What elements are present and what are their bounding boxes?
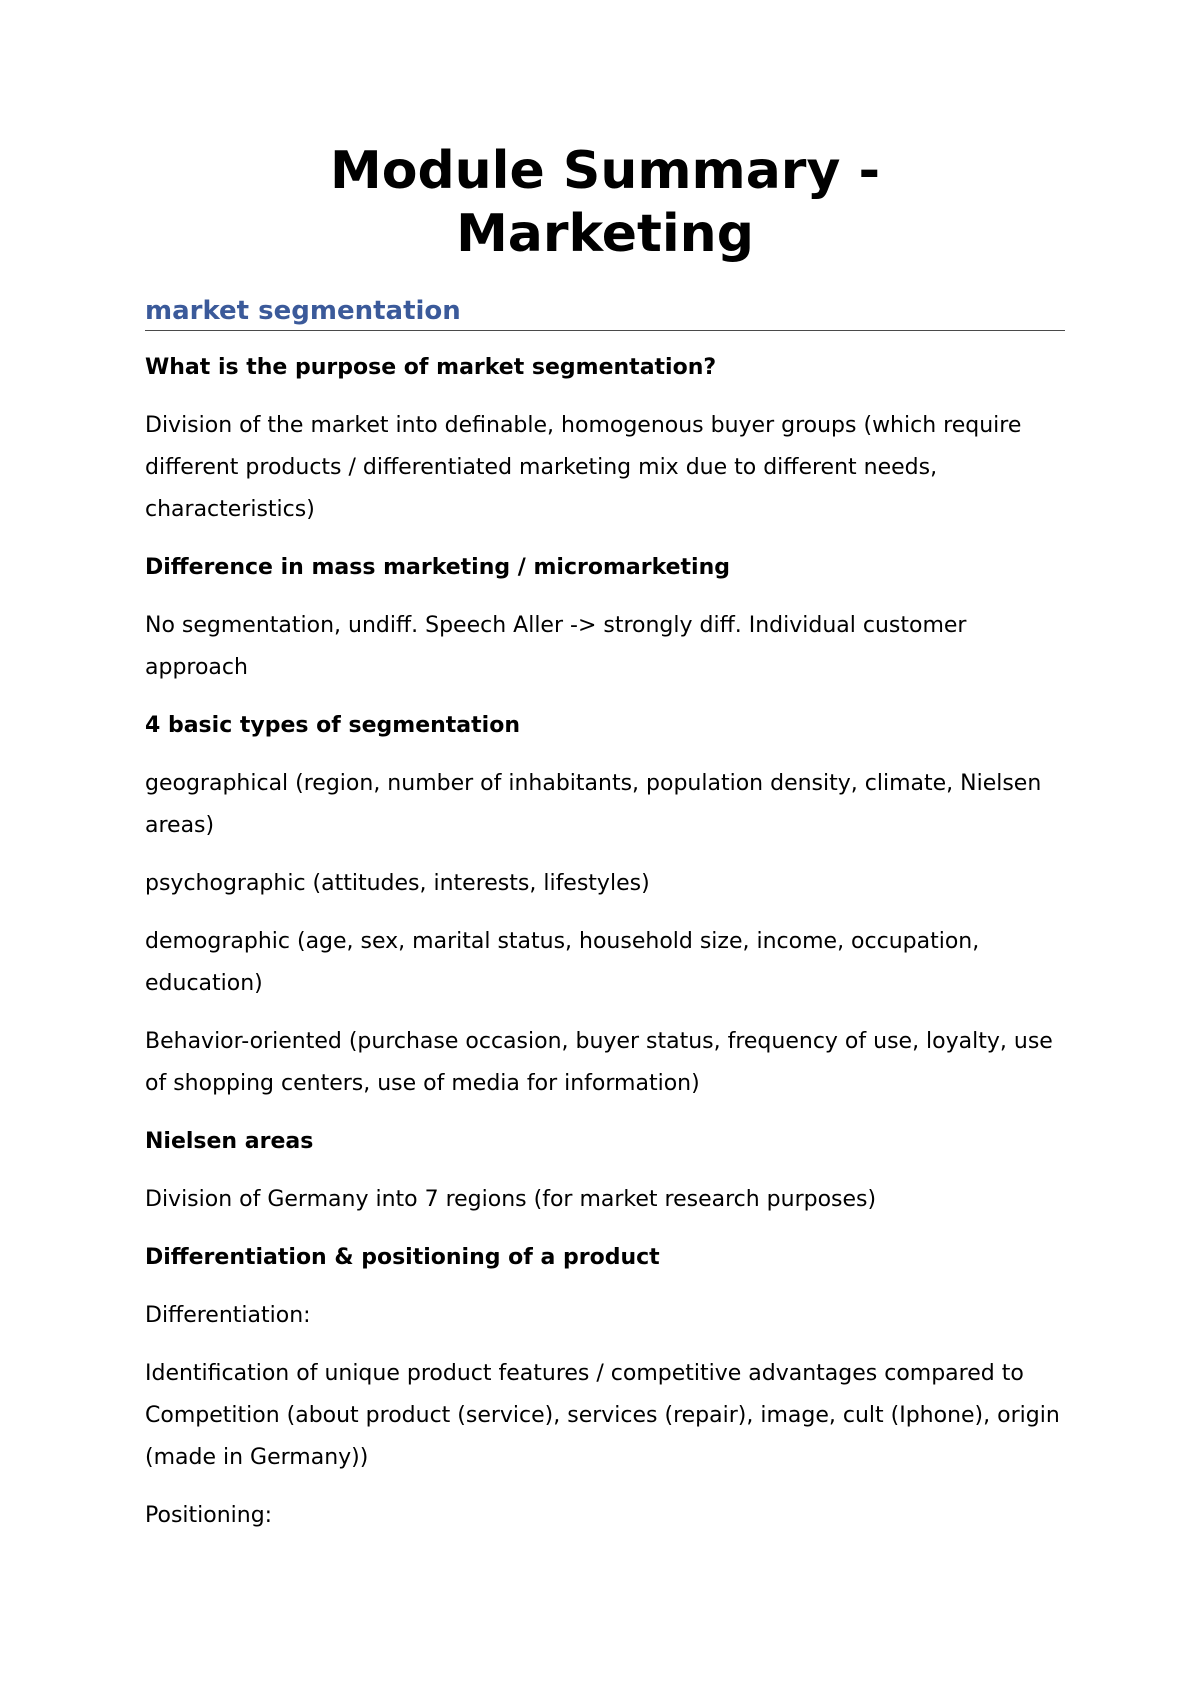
answer-purpose: Division of the market into definable, homogenous buyer groups (which require different products / differentiated marketing mix due to different needs, characteristics): [145, 413, 1022, 522]
title-line-2: Marketing: [456, 204, 754, 264]
question-purpose: What is the purpose of market segmentation?: [145, 355, 717, 380]
question-segmentation-types: 4 basic types of segmentation: [145, 713, 520, 738]
title-line-1: Module Summary -: [329, 141, 881, 201]
qa-block-differentiation: [145, 1237, 1065, 1537]
qa-block-nielsen: [145, 1121, 1065, 1221]
answer-geographical: geographical (region, number of inhabitants, population density, climate, Nielsen areas): [145, 771, 1042, 838]
answer-positioning-label: Positioning:: [145, 1503, 273, 1528]
answer-demographic: demographic (age, sex, marital status, household size, income, occupation, education): [145, 929, 980, 996]
qa-block-mass-marketing: [145, 547, 1065, 689]
qa-block-purpose: [145, 347, 1065, 531]
answer-differentiation-label: Differentiation:: [145, 1303, 311, 1328]
answer-differentiation-detail: Identification of unique product features / competitive advantages compared to Competition (about product (service), services (repair), image, cult (Iphone), origin (made in Germany)): [145, 1361, 1060, 1470]
answer-nielsen-areas: Division of Germany into 7 regions (for market research purposes): [145, 1187, 877, 1212]
question-mass-marketing: Difference in mass marketing / micromarketing: [145, 555, 730, 580]
page-title: [145, 140, 1065, 266]
answer-mass-marketing: No segmentation, undiff. Speech Aller -> strongly diff. Individual customer approach: [145, 613, 967, 680]
answer-psychographic: psychographic (attitudes, interests, lifestyles): [145, 871, 650, 896]
document-body: [145, 140, 1065, 1537]
question-nielsen-areas: Nielsen areas: [145, 1129, 314, 1154]
question-differentiation: Differentiation & positioning of a product: [145, 1245, 660, 1270]
qa-block-segmentation-types: [145, 705, 1065, 1105]
section-heading-market-segmentation: market segmentation: [145, 294, 1065, 331]
answer-behavior-oriented: Behavior-oriented (purchase occasion, buyer status, frequency of use, loyalty, use of shopping centers, use of media for information): [145, 1029, 1053, 1096]
